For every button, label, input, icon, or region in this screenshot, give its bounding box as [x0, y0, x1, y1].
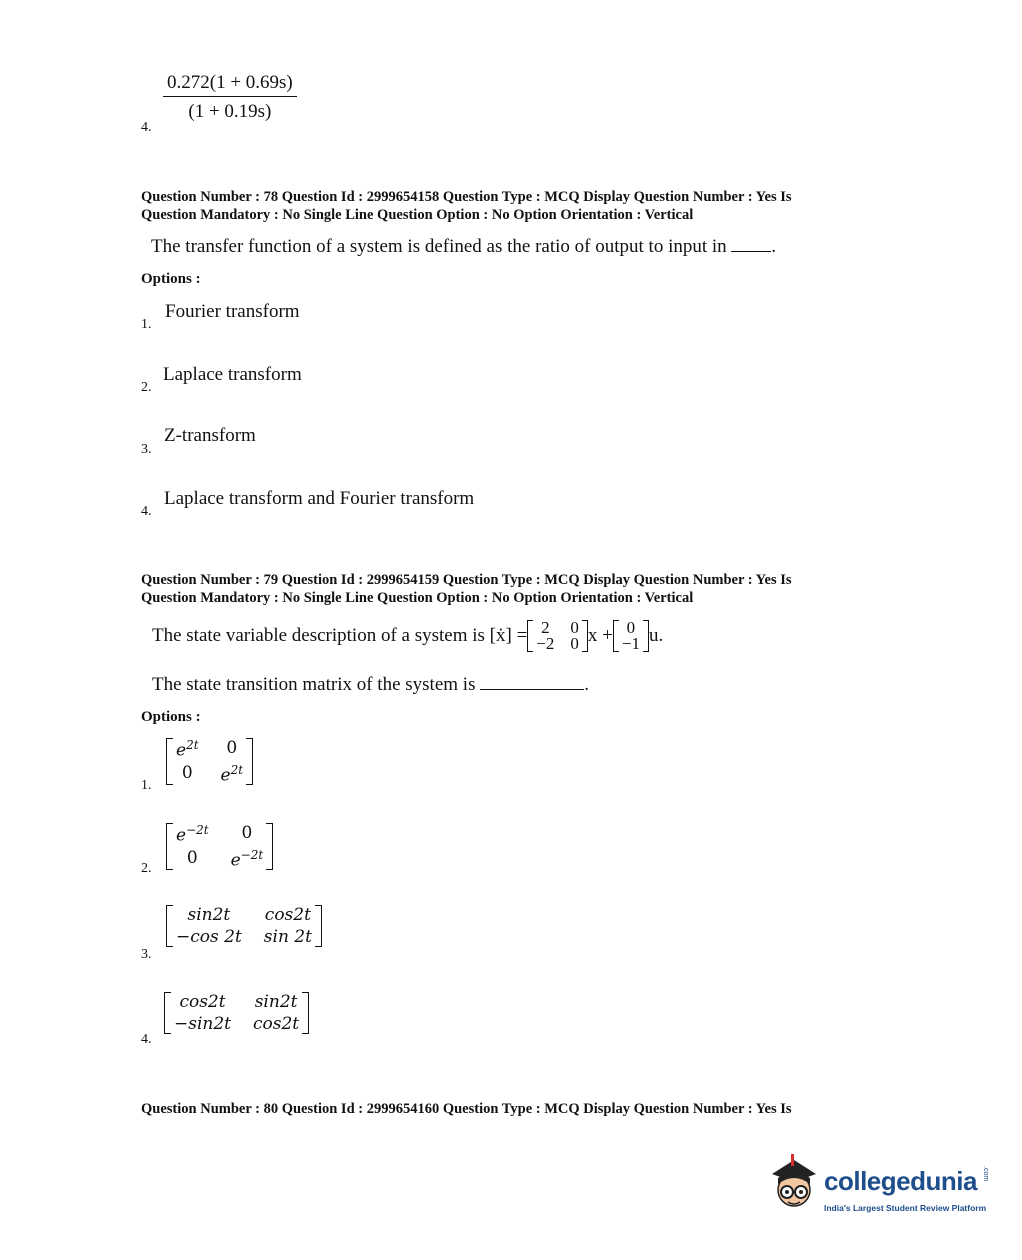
q78-meta-line-2: Question Mandatory : No Single Line Question Option : No Option Orientation : Vertical — [141, 207, 694, 223]
q79-matrix-a — [527, 620, 588, 652]
matrix-cell: sin2t — [254, 992, 298, 1012]
q78-option-2-text[interactable]: Laplace transform — [163, 364, 302, 385]
q79-option-3-matrix[interactable] — [166, 905, 322, 947]
q79-blank — [480, 689, 584, 690]
matrix-a-cell: 0 — [570, 634, 579, 653]
matrix-a-cell: 2 — [541, 618, 550, 637]
matrix-cell: cos2t — [179, 992, 226, 1012]
q78-option-2-number: 2. — [141, 380, 152, 395]
matrix-b-cell: −1 — [621, 634, 640, 653]
logo-name: collegedunia — [824, 1166, 977, 1196]
matrix-cell: sin2t — [187, 905, 231, 925]
q78-question-text — [151, 236, 776, 258]
q78-option-1-text[interactable]: Fourier transform — [165, 301, 300, 322]
q78-text-end: . — [771, 236, 777, 257]
q78-option-3-number: 3. — [141, 442, 152, 457]
q79-option-1-number: 1. — [141, 778, 152, 793]
matrix-cell: −cos 2t — [176, 927, 242, 947]
q79-option-4-number: 4. — [141, 1032, 152, 1047]
matrix-cell: $e^{-2t}$ — [176, 823, 209, 846]
logo-suffix: .com — [982, 1166, 989, 1182]
matrix-cell: cos2t — [253, 1014, 300, 1034]
q80-meta-line-1: Question Number : 80 Question Id : 2999654160 Question Type : MCQ Display Question Number : Yes Is — [141, 1101, 792, 1117]
matrix-cell: 0 — [241, 823, 253, 843]
fraction-numerator: 0.272(1 + 0.69s) — [163, 72, 297, 97]
matrix-a-cell: 0 — [570, 618, 579, 637]
logo-tagline: India's Largest Student Review Platform — [824, 1203, 987, 1213]
matrix-cell: cos2t — [264, 905, 311, 925]
q79-text-2-end: . — [584, 674, 589, 695]
prev-option-4-number: 4. — [141, 120, 152, 135]
matrix-a-cell: −2 — [536, 634, 555, 653]
q78-blank — [731, 251, 771, 252]
q79-options-label: Options : — [141, 709, 201, 725]
q78-option-4-text[interactable]: Laplace transform and Fourier transform — [164, 488, 475, 509]
q79-option-3-number: 3. — [141, 947, 152, 962]
q79-meta-line-1: Question Number : 79 Question Id : 2999654159 Question Type : MCQ Display Question Number : Yes Is — [141, 572, 792, 588]
q78-meta-line-1: Question Number : 78 Question Id : 2999654158 Question Type : MCQ Display Question Number : Yes Is — [141, 189, 792, 205]
q78-option-4-number: 4. — [141, 504, 152, 519]
matrix-cell: $e^{-2t}$ — [230, 847, 264, 871]
q79-text-prefix: The state variable description of a system is [ẋ] = — [152, 625, 528, 646]
collegedunia-logo[interactable] — [764, 1152, 994, 1222]
matrix-cell: −sin2t — [174, 1014, 232, 1034]
q79-option-1-matrix[interactable] — [166, 738, 253, 785]
matrix-cell: 0 — [226, 738, 238, 758]
q78-option-3-text[interactable]: Z-transform — [164, 425, 256, 446]
q79-option-4-matrix[interactable] — [164, 992, 309, 1034]
q79-meta-line-2: Question Mandatory : No Single Line Question Option : No Option Orientation : Vertical — [141, 590, 694, 606]
q79-text-suffix: u. — [648, 625, 664, 646]
matrix-cell: 0 — [186, 847, 198, 868]
q79-text-mid: x + — [587, 625, 613, 646]
matrix-b-cell: 0 — [626, 618, 636, 637]
mascot-icon — [764, 1152, 822, 1218]
q79-question-text — [152, 620, 663, 652]
prev-option-4-fraction — [163, 72, 297, 123]
q78-options-label: Options : — [141, 271, 201, 287]
matrix-cell: sin 2t — [263, 927, 312, 947]
matrix-cell: 0 — [181, 762, 193, 783]
q78-option-1-number: 1. — [141, 317, 152, 332]
q79-option-2-number: 2. — [141, 861, 152, 876]
q79-text-2: The state transition matrix of the system is — [152, 674, 476, 695]
q79-option-2-matrix[interactable] — [166, 823, 273, 870]
q79-matrix-b — [613, 620, 649, 652]
q79-question-text-2 — [152, 674, 589, 696]
q78-text: The transfer function of a system is defined as the ratio of output to input in — [151, 236, 727, 257]
matrix-cell: $e^{2t}$ — [176, 738, 199, 761]
matrix-cell: $e^{2t}$ — [220, 762, 244, 786]
fraction-denominator: (1 + 0.19s) — [188, 101, 272, 122]
